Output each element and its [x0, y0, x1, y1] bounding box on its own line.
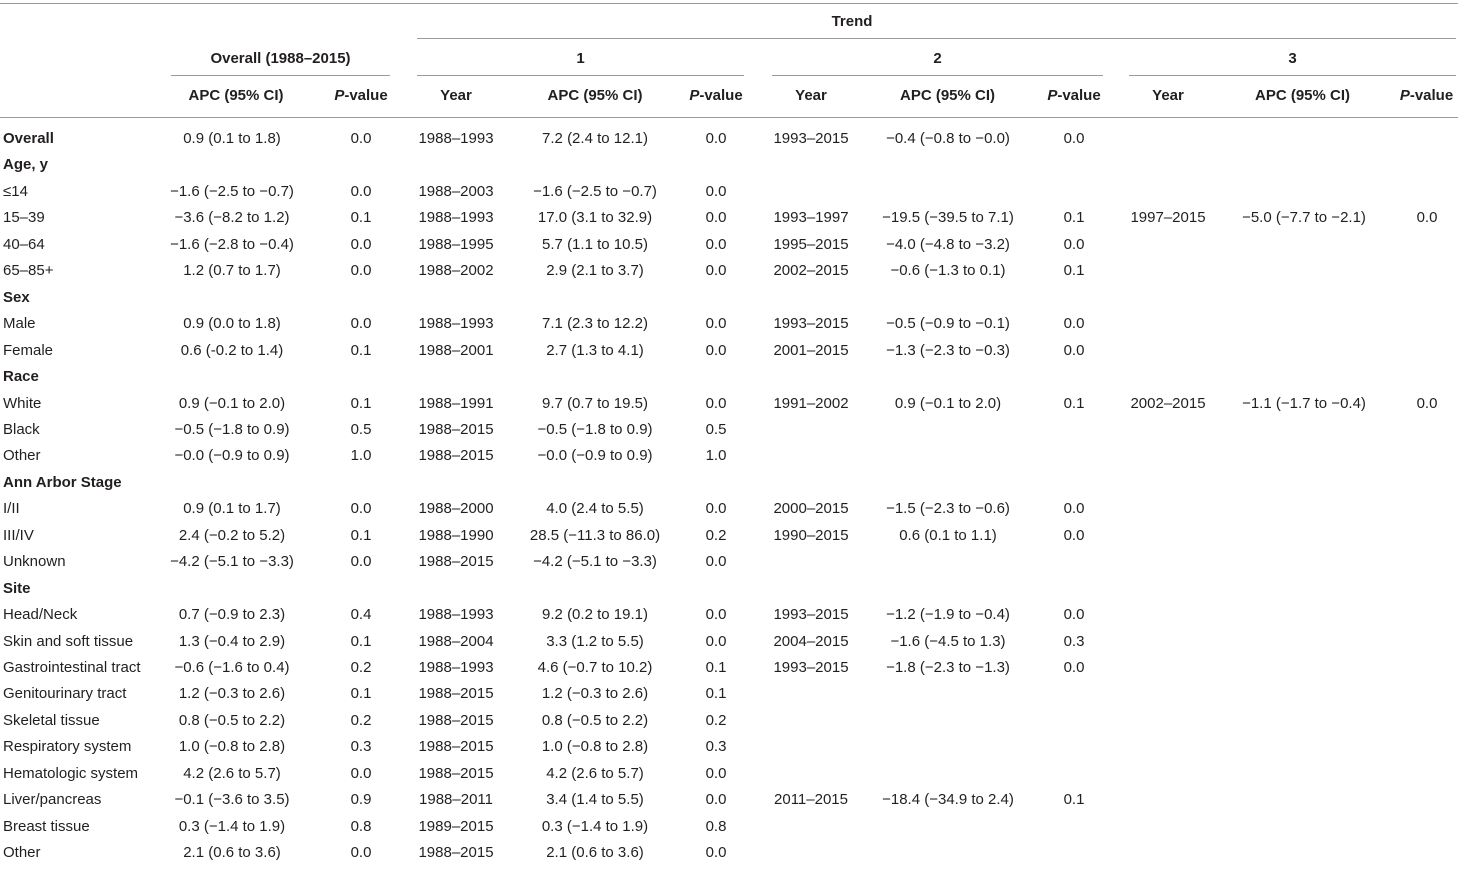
trend2-apc-cell: −1.8 (−2.3 to −1.3): [886, 659, 1010, 676]
overall-p-cell: 0.8: [350, 817, 372, 835]
overall-apc-cell: 0.9 (0.1 to 1.7): [183, 500, 281, 518]
section-header-row: [0, 368, 1458, 394]
table-row: [0, 712, 1458, 738]
row-label: 15–39: [3, 209, 45, 227]
trend1-apc-cell: 2.1 (0.6 to 3.6): [546, 844, 644, 862]
trend1-year-cell: 1988–2015: [418, 685, 494, 703]
trend2-apc-cell: −0.4 (−0.8 to −0.0): [886, 130, 1010, 147]
trend1-year-cell: 1988–2000: [418, 500, 494, 518]
trend2-apc-cell: −19.5 (−39.5 to 7.1): [882, 209, 1014, 227]
trend-3-header: 3: [1288, 50, 1297, 67]
trend1-year-cell: 1988–1990: [418, 526, 494, 544]
table-top-rule: [0, 3, 1458, 4]
trend2-p-cell: 0.0: [1063, 526, 1085, 544]
overall-apc-cell: −0.5 (−1.8 to 0.9): [174, 420, 290, 438]
row-label: Other: [3, 447, 41, 465]
overall-apc-cell: 0.9 (0.0 to 1.8): [183, 315, 281, 333]
row-label: Overall: [3, 130, 54, 147]
trend1-p-cell: 0.1: [705, 659, 727, 676]
trend1-p-cell: 0.2: [705, 711, 727, 729]
overall-apc-cell: 2.1 (0.6 to 3.6): [183, 844, 281, 862]
trend1-p-cell: 0.0: [705, 235, 727, 253]
trend-1-header: 1: [576, 50, 585, 67]
trend2-p-cell: 0.0: [1063, 500, 1085, 518]
overall-apc-cell: −0.1 (−3.6 to 3.5): [174, 791, 290, 809]
table-row: [0, 262, 1458, 288]
row-label: 40–64: [3, 235, 45, 253]
trend-header: Trend: [831, 13, 873, 30]
table-row: [0, 447, 1458, 473]
overall-p-cell: 0.2: [350, 711, 372, 729]
overall-p-cell: 0.1: [350, 526, 372, 544]
row-label: Skeletal tissue: [3, 711, 100, 729]
section-label: Site: [3, 579, 31, 597]
overall-p-cell: 0.0: [350, 553, 372, 571]
trend1-p-cell: 0.0: [705, 553, 727, 571]
trend1-p-cell: 0.0: [705, 791, 727, 809]
overall-p-cell: 0.1: [350, 341, 372, 359]
overall-apc-cell: 0.7 (−0.9 to 2.3): [178, 606, 286, 624]
overall-apc-cell: 0.9 (0.1 to 1.8): [183, 130, 281, 147]
trend1-apc-cell: 3.4 (1.4 to 5.5): [546, 791, 644, 809]
trend-1-rule: [417, 75, 744, 76]
table-row: [0, 791, 1458, 817]
overall-p-cell: 1.0: [350, 447, 372, 465]
t3-apc-header: APC (95% CI): [1254, 87, 1351, 104]
overall-p-cell: 0.3: [350, 738, 372, 756]
trend1-apc-cell: 1.2 (−0.3 to 2.6): [541, 685, 649, 703]
trend1-year-cell: 1988–1995: [418, 235, 494, 253]
trend2-year-cell: 2000–2015: [773, 500, 849, 518]
trend2-year-cell: 1993–2015: [773, 659, 849, 676]
trend1-p-cell: 0.3: [705, 738, 727, 756]
trend2-year-cell: 1993–1997: [773, 209, 849, 227]
row-label: Genitourinary tract: [3, 685, 127, 703]
t1-year-header: Year: [440, 87, 472, 104]
row-label: Respiratory system: [3, 738, 132, 756]
table-row: [0, 527, 1458, 553]
trend1-apc-cell: 5.7 (1.1 to 10.5): [542, 235, 648, 253]
row-label: Skin and soft tissue: [3, 632, 134, 650]
overall-group-header: Overall (1988–2015): [210, 50, 351, 67]
section-header-row: [0, 289, 1458, 315]
trend2-p-cell: 0.3: [1063, 632, 1085, 650]
table-row: [0, 342, 1458, 368]
overall-apc-cell: −4.2 (−5.1 to −3.3): [170, 553, 294, 571]
trend2-p-cell: 0.1: [1063, 209, 1085, 227]
row-label: Hematologic system: [3, 764, 139, 782]
trend1-p-cell: 0.0: [705, 764, 727, 782]
row-label: White: [3, 394, 42, 412]
trend2-p-cell: 0.0: [1063, 659, 1085, 676]
trend1-year-cell: 1988–2015: [418, 447, 494, 465]
trend1-year-cell: 1988–2001: [418, 341, 494, 359]
trend1-year-cell: 1988–1993: [418, 659, 494, 676]
overall-p-cell: 0.1: [350, 394, 372, 412]
section-label: Age, y: [3, 156, 49, 174]
trend2-apc-cell: −1.3 (−2.3 to −0.3): [886, 341, 1010, 359]
trend2-apc-cell: −1.2 (−1.9 to −0.4): [886, 606, 1010, 624]
trend1-p-cell: 0.1: [705, 685, 727, 703]
trend2-p-cell: 0.0: [1063, 315, 1085, 333]
trend3-year-cell: 2002–2015: [1130, 394, 1206, 412]
trend3-apc-cell: −1.1 (−1.7 to −0.4): [1242, 394, 1366, 412]
trend1-apc-cell: 17.0 (3.1 to 32.9): [537, 209, 653, 227]
trend1-year-cell: 1988–2015: [418, 738, 494, 756]
trend1-year-cell: 1988–1993: [418, 130, 494, 147]
overall-p-cell: 0.0: [350, 182, 372, 200]
trend1-apc-cell: 4.2 (2.6 to 5.7): [546, 764, 644, 782]
table-row: [0, 209, 1458, 235]
trend1-apc-cell: 2.9 (2.1 to 3.7): [546, 262, 644, 280]
overall-apc-cell: 1.3 (−0.4 to 2.9): [178, 632, 286, 650]
overall-p-cell: 0.1: [350, 632, 372, 650]
trend1-p-cell: 0.0: [705, 606, 727, 624]
trend1-year-cell: 1988–1993: [418, 606, 494, 624]
row-label: Other: [3, 844, 41, 862]
row-label: Black: [3, 420, 40, 438]
table-row: [0, 553, 1458, 579]
trend2-apc-cell: −1.5 (−2.3 to −0.6): [886, 500, 1010, 518]
overall-apc-cell: 1.2 (−0.3 to 2.6): [178, 685, 286, 703]
row-label: ≤14: [3, 182, 28, 200]
trend1-apc-cell: 28.5 (−11.3 to 86.0): [529, 526, 661, 544]
trend2-apc-cell: 0.9 (−0.1 to 2.0): [894, 394, 1002, 412]
trend1-apc-cell: −0.5 (−1.8 to 0.9): [537, 420, 653, 438]
trend1-apc-cell: 2.7 (1.3 to 4.1): [546, 341, 644, 359]
table-row: [0, 421, 1458, 447]
trend1-p-cell: 0.0: [705, 130, 727, 147]
trend-3-rule: [1129, 75, 1456, 76]
trend1-apc-cell: 9.7 (0.7 to 19.5): [542, 394, 648, 412]
trend1-p-cell: 0.0: [705, 262, 727, 280]
overall-apc-cell: 0.3 (−1.4 to 1.9): [178, 817, 286, 835]
row-label: Male: [3, 315, 36, 333]
trend1-p-cell: 0.8: [705, 817, 727, 835]
section-header-row: [0, 156, 1458, 182]
overall-apc-cell: −0.0 (−0.9 to 0.9): [174, 447, 290, 465]
t2-p-header: P-value: [1047, 87, 1101, 104]
row-label: Breast tissue: [3, 817, 90, 835]
row-label: 65–85+: [3, 262, 54, 280]
t2-apc-header: APC (95% CI): [899, 87, 996, 104]
t3-year-header: Year: [1152, 87, 1184, 104]
overall-apc-header: APC (95% CI): [188, 87, 284, 104]
section-header-row: [0, 474, 1458, 500]
trend1-apc-cell: 4.0 (2.4 to 5.5): [546, 500, 644, 518]
trend1-apc-cell: −4.2 (−5.1 to −3.3): [533, 553, 657, 571]
section-header-row: [0, 580, 1458, 606]
trend2-year-cell: 1991–2002: [773, 394, 849, 412]
trend1-apc-cell: −0.0 (−0.9 to 0.9): [537, 447, 653, 465]
overall-p-cell: 0.0: [350, 764, 372, 782]
table-row: [0, 765, 1458, 791]
table-row: [0, 659, 1458, 685]
row-label: I/II: [3, 500, 20, 518]
overall-apc-cell: 0.6 (-0.2 to 1.4): [180, 341, 284, 359]
trend1-apc-cell: −1.6 (−2.5 to −0.7): [533, 182, 657, 200]
overall-apc-cell: 0.8 (−0.5 to 2.2): [178, 711, 286, 729]
overall-apc-cell: 2.4 (−0.2 to 5.2): [178, 526, 286, 544]
trend1-year-cell: 1988–2015: [418, 844, 494, 862]
trend1-year-cell: 1988–2015: [418, 711, 494, 729]
overall-apc-cell: −0.6 (−1.6 to 0.4): [174, 659, 290, 676]
trend2-p-cell: 0.0: [1063, 606, 1085, 624]
trend1-p-cell: 0.0: [705, 844, 727, 862]
trend1-apc-cell: 0.8 (−0.5 to 2.2): [541, 711, 649, 729]
table-row: [0, 738, 1458, 764]
trend2-p-cell: 0.1: [1063, 394, 1085, 412]
table-row: [0, 183, 1458, 209]
trend1-p-cell: 0.2: [705, 526, 727, 544]
trend1-apc-cell: 7.1 (2.3 to 12.2): [542, 315, 648, 333]
trend1-year-cell: 1988–1991: [418, 394, 494, 412]
overall-apc-cell: 1.2 (0.7 to 1.7): [183, 262, 281, 280]
t1-apc-header: APC (95% CI): [547, 87, 643, 104]
trend1-p-cell: 0.0: [705, 632, 727, 650]
overall-p-header: P-value: [334, 87, 388, 104]
trend1-p-cell: 0.0: [705, 315, 727, 333]
table-row: [0, 500, 1458, 526]
table-row: [0, 685, 1458, 711]
row-label: Unknown: [3, 553, 66, 571]
table-row: [0, 130, 1458, 156]
trend1-apc-cell: 1.0 (−0.8 to 2.8): [541, 738, 649, 756]
trend2-p-cell: 0.0: [1063, 341, 1085, 359]
trend1-year-cell: 1988–1993: [418, 209, 494, 227]
trend3-p-cell: 0.0: [1416, 394, 1438, 412]
trend1-year-cell: 1988–1993: [418, 315, 494, 333]
trend2-year-cell: 1995–2015: [773, 235, 849, 253]
overall-p-cell: 0.2: [350, 659, 372, 676]
row-label: Liver/pancreas: [3, 791, 102, 809]
row-label: Female: [3, 341, 54, 359]
overall-p-cell: 0.4: [350, 606, 372, 624]
trend2-year-cell: 2001–2015: [773, 341, 849, 359]
t3-p-header: P-value: [1399, 87, 1454, 104]
overall-p-cell: 0.1: [350, 685, 372, 703]
trend1-p-cell: 0.5: [705, 420, 727, 438]
trend2-p-cell: 0.0: [1063, 235, 1085, 253]
section-label: Ann Arbor Stage: [3, 473, 122, 491]
section-label: Sex: [3, 288, 30, 306]
trend1-year-cell: 1988–2002: [418, 262, 494, 280]
overall-apc-cell: −3.6 (−8.2 to 1.2): [174, 209, 290, 227]
trend1-p-cell: 0.0: [705, 341, 727, 359]
overall-p-cell: 0.5: [350, 420, 372, 438]
trend1-apc-cell: 9.2 (0.2 to 19.1): [542, 606, 648, 624]
overall-apc-cell: −1.6 (−2.5 to −0.7): [170, 182, 294, 200]
trend1-apc-cell: 3.3 (1.2 to 5.5): [546, 632, 644, 650]
overall-apc-cell: 4.2 (2.6 to 5.7): [183, 764, 281, 782]
table-row: [0, 844, 1458, 870]
trend1-year-cell: 1989–2015: [418, 817, 494, 835]
trend1-p-cell: 1.0: [705, 447, 727, 465]
trend2-apc-cell: −0.5 (−0.9 to −0.1): [886, 315, 1010, 333]
overall-p-cell: 0.0: [350, 844, 372, 862]
table-row: [0, 633, 1458, 659]
trend3-year-cell: 1997–2015: [1130, 209, 1206, 227]
overall-p-cell: 0.0: [350, 130, 372, 147]
trend2-year-cell: 1993–2015: [773, 606, 849, 624]
header-bottom-rule: [0, 117, 1458, 118]
t1-p-header: P-value: [689, 87, 743, 104]
row-label: III/IV: [3, 526, 34, 544]
table-row: [0, 236, 1458, 262]
trend2-year-cell: 2011–2015: [774, 791, 848, 809]
t2-year-header: Year: [795, 87, 827, 104]
overall-apc-cell: 0.9 (−0.1 to 2.0): [178, 394, 286, 412]
overall-p-cell: 0.1: [350, 209, 372, 227]
trend-2-header: 2: [933, 50, 942, 67]
trend1-year-cell: 1988–2004: [418, 632, 494, 650]
overall-p-cell: 0.0: [350, 500, 372, 518]
trend1-p-cell: 0.0: [705, 182, 727, 200]
overall-p-cell: 0.0: [350, 235, 372, 253]
trend2-apc-cell: −18.4 (−34.9 to 2.4): [882, 791, 1014, 809]
trend-2-rule: [772, 75, 1103, 76]
trend1-p-cell: 0.0: [705, 209, 727, 227]
trend1-year-cell: 1988–2011: [419, 791, 493, 809]
trend3-p-cell: 0.0: [1416, 209, 1438, 227]
overall-p-cell: 0.9: [350, 791, 372, 809]
trend2-year-cell: 1990–2015: [773, 526, 849, 544]
row-label: Gastrointestinal tract: [3, 659, 141, 676]
trend-group-rule: [417, 38, 1456, 39]
trend2-apc-cell: −4.0 (−4.8 to −3.2): [886, 235, 1010, 253]
overall-p-cell: 0.0: [350, 262, 372, 280]
overall-apc-cell: 1.0 (−0.8 to 2.8): [178, 738, 286, 756]
overall-group-rule: [171, 75, 390, 76]
trend1-year-cell: 1988–2003: [418, 182, 494, 200]
section-label: Race: [3, 368, 39, 386]
trend2-apc-cell: 0.6 (0.1 to 1.1): [899, 526, 997, 544]
trend1-year-cell: 1988–2015: [418, 420, 494, 438]
trend2-apc-cell: −0.6 (−1.3 to 0.1): [890, 262, 1006, 280]
trend1-year-cell: 1988–2015: [418, 553, 494, 571]
trend2-p-cell: 0.1: [1063, 791, 1085, 809]
overall-apc-cell: −1.6 (−2.8 to −0.4): [170, 235, 294, 253]
trend2-year-cell: 1993–2015: [773, 130, 849, 147]
trend1-apc-cell: 4.6 (−0.7 to 10.2): [537, 659, 653, 676]
table-row: [0, 315, 1458, 341]
table-row: [0, 818, 1458, 844]
trend1-p-cell: 0.0: [705, 394, 727, 412]
trend1-p-cell: 0.0: [705, 500, 727, 518]
trend2-year-cell: 2004–2015: [773, 632, 849, 650]
row-label: Head/Neck: [3, 606, 78, 624]
table-row: [0, 395, 1458, 421]
trend2-p-cell: 0.1: [1063, 262, 1085, 280]
trend2-apc-cell: −1.6 (−4.5 to 1.3): [890, 632, 1006, 650]
trend3-apc-cell: −5.0 (−7.7 to −2.1): [1242, 209, 1366, 227]
table-row: [0, 606, 1458, 632]
trend2-year-cell: 2002–2015: [773, 262, 849, 280]
trend1-year-cell: 1988–2015: [418, 764, 494, 782]
trend1-apc-cell: 7.2 (2.4 to 12.1): [542, 130, 648, 147]
trend1-apc-cell: 0.3 (−1.4 to 1.9): [541, 817, 649, 835]
trend2-year-cell: 1993–2015: [773, 315, 849, 333]
overall-p-cell: 0.0: [350, 315, 372, 333]
trend2-p-cell: 0.0: [1063, 130, 1085, 147]
